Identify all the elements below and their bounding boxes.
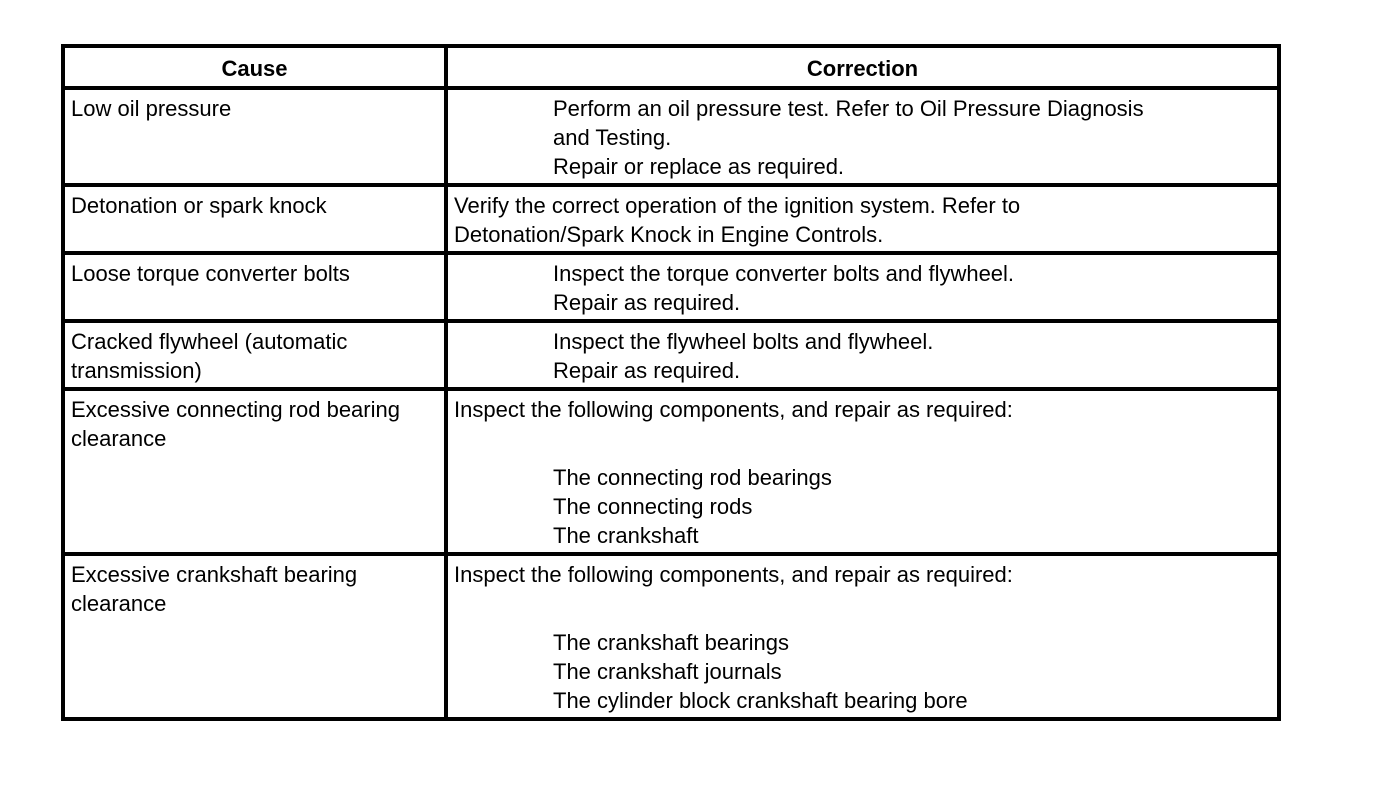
correction-intro: Inspect the following components, and repair as required: — [454, 562, 1013, 587]
correction-line: Repair as required. — [553, 290, 741, 315]
cause-text: Excessive connecting rod bearing clearance — [71, 397, 400, 451]
cause-text: Excessive crankshaft bearing clearance — [71, 562, 358, 616]
correction-line: Inspect the flywheel bolts and flywheel. — [553, 329, 934, 354]
header-row — [63, 46, 1279, 88]
correction-line: The crankshaft bearings — [553, 630, 790, 655]
cause-text: Detonation or spark knock — [71, 193, 327, 218]
cause-cell — [63, 321, 446, 389]
correction-line: Detonation/Spark Knock in Engine Controls. — [454, 222, 884, 247]
cause-cell — [63, 253, 446, 321]
table-row — [63, 554, 1279, 719]
correction-line: Repair or replace as required. — [553, 154, 845, 179]
correction-line: Perform an oil pressure test. Refer to Oil Pressure Diagnosis — [553, 96, 1144, 121]
diagnosis-table — [61, 44, 1281, 721]
correction-line: The crankshaft journals — [553, 659, 782, 684]
correction-line: The cylinder block crankshaft bearing bore — [553, 688, 968, 713]
table-row — [63, 88, 1279, 185]
table-row — [63, 185, 1279, 253]
cause-header: Cause — [63, 46, 446, 88]
correction-line: Inspect the torque converter bolts and flywheel. — [553, 261, 1015, 286]
paragraph-spacer — [454, 589, 1271, 628]
cause-cell — [63, 88, 446, 185]
correction-cell — [446, 321, 1279, 389]
correction-line: and Testing. — [553, 125, 672, 150]
correction-cell — [446, 554, 1279, 719]
correction-line: The connecting rods — [553, 494, 753, 519]
cause-cell — [63, 554, 446, 719]
cause-text: Low oil pressure — [71, 96, 232, 121]
cause-cell — [63, 389, 446, 554]
cause-text: Cracked flywheel (automatic transmission) — [71, 329, 348, 383]
cause-cell — [63, 185, 446, 253]
correction-cell — [446, 389, 1279, 554]
correction-line: The crankshaft — [553, 523, 699, 548]
correction-line: Repair as required. — [553, 358, 741, 383]
correction-cell — [446, 185, 1279, 253]
correction-cell — [446, 88, 1279, 185]
correction-line: The connecting rod bearings — [553, 465, 832, 490]
table-row — [63, 321, 1279, 389]
correction-cell — [446, 253, 1279, 321]
correction-line: Verify the correct operation of the ignition system. Refer to — [454, 193, 1021, 218]
correction-intro: Inspect the following components, and repair as required: — [454, 397, 1013, 422]
table-row — [63, 253, 1279, 321]
cause-text: Loose torque converter bolts — [71, 261, 350, 286]
correction-header: Correction — [446, 46, 1279, 88]
table-row — [63, 389, 1279, 554]
paragraph-spacer — [454, 424, 1271, 463]
